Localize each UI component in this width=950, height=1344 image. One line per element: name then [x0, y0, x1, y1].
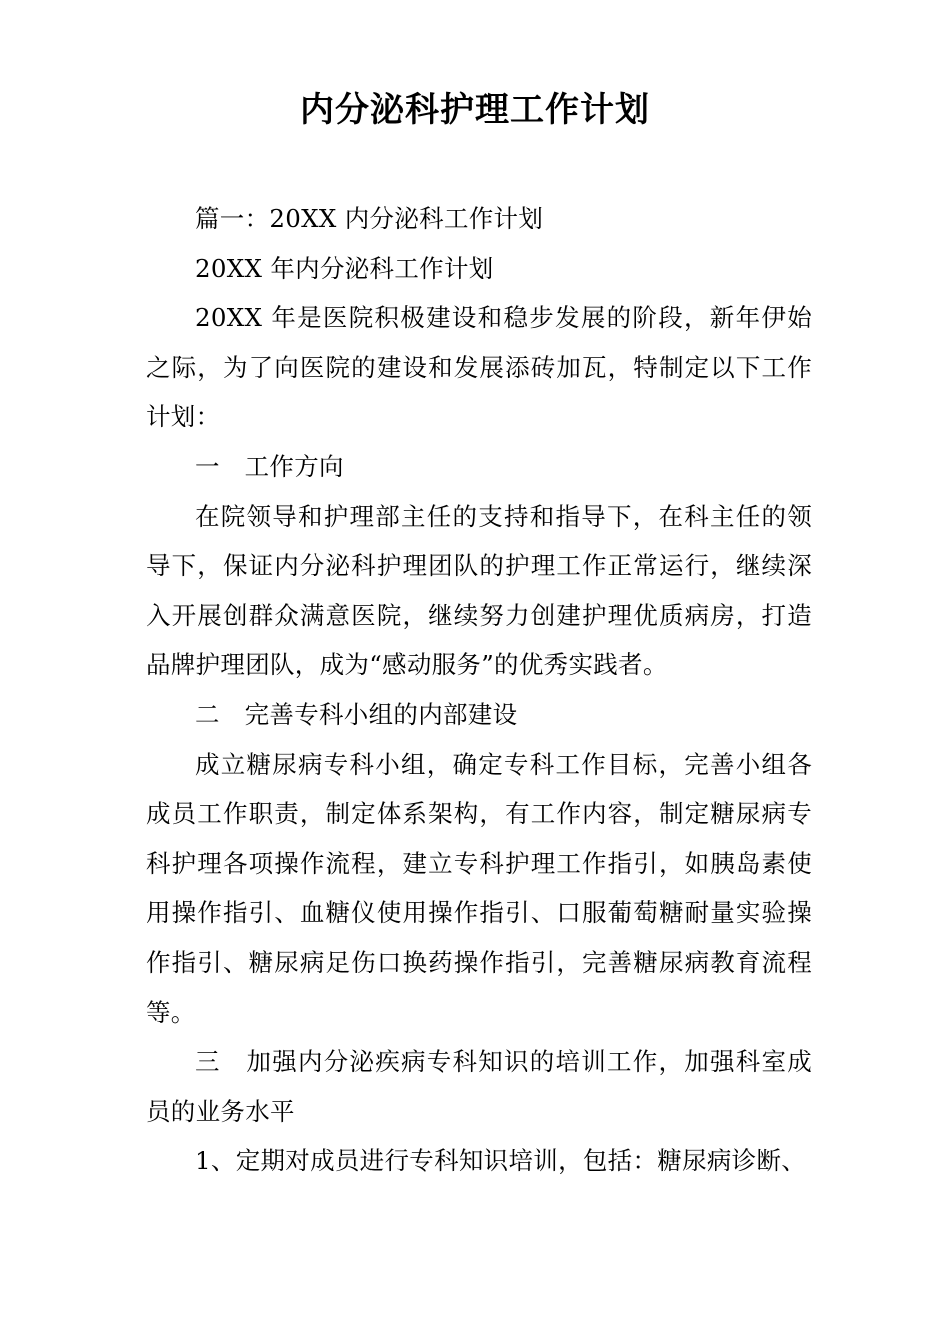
section-heading-2: 二 完善专科小组的内部建设: [195, 699, 518, 729]
section-heading-3: 三 加强内分泌疾病专科知识的培训工作，加强科室成员的业务水平: [146, 1047, 812, 1126]
document-body: [146, 194, 812, 1186]
chapter-heading: 篇一：20XX 内分泌科工作计划: [195, 204, 544, 233]
section-text-2: 成立糖尿病专科小组，确定专科工作目标，完善小组各成员工作职责，制定体系架构，有工作内容，制定糖尿病专科护理各项操作流程，建立专科护理工作指引，如胰岛素使用操作指引、血糖仪使用操作指引、口服葡萄糖耐量实验操作指引、糖尿病足伤口换药操作指引，完善糖尿病教育流程等。: [146, 749, 812, 1027]
section-heading-1: 一 工作方向: [195, 451, 344, 481]
plan-heading: 20XX 年内分泌科工作计划: [195, 253, 494, 283]
document-title: 内分泌科护理工作计划: [300, 90, 650, 130]
section-text-1: 在院领导和护理部主任的支持和指导下，在科主任的领导下，保证内分泌科护理团队的护理工作正常运行，继续深入开展创群众满意医院，继续努力创建护理优质病房，打造品牌护理团队，成为“感动服务”的优秀实践者。: [146, 501, 812, 680]
intro-paragraph: 20XX 年是医院积极建设和稳步发展的阶段，新年伊始之际，为了向医院的建设和发展添砖加瓦，特制定以下工作计划：: [146, 303, 812, 432]
list-item-1: 1、定期对成员进行专科知识培训，包括：糖尿病诊断、: [195, 1146, 807, 1176]
